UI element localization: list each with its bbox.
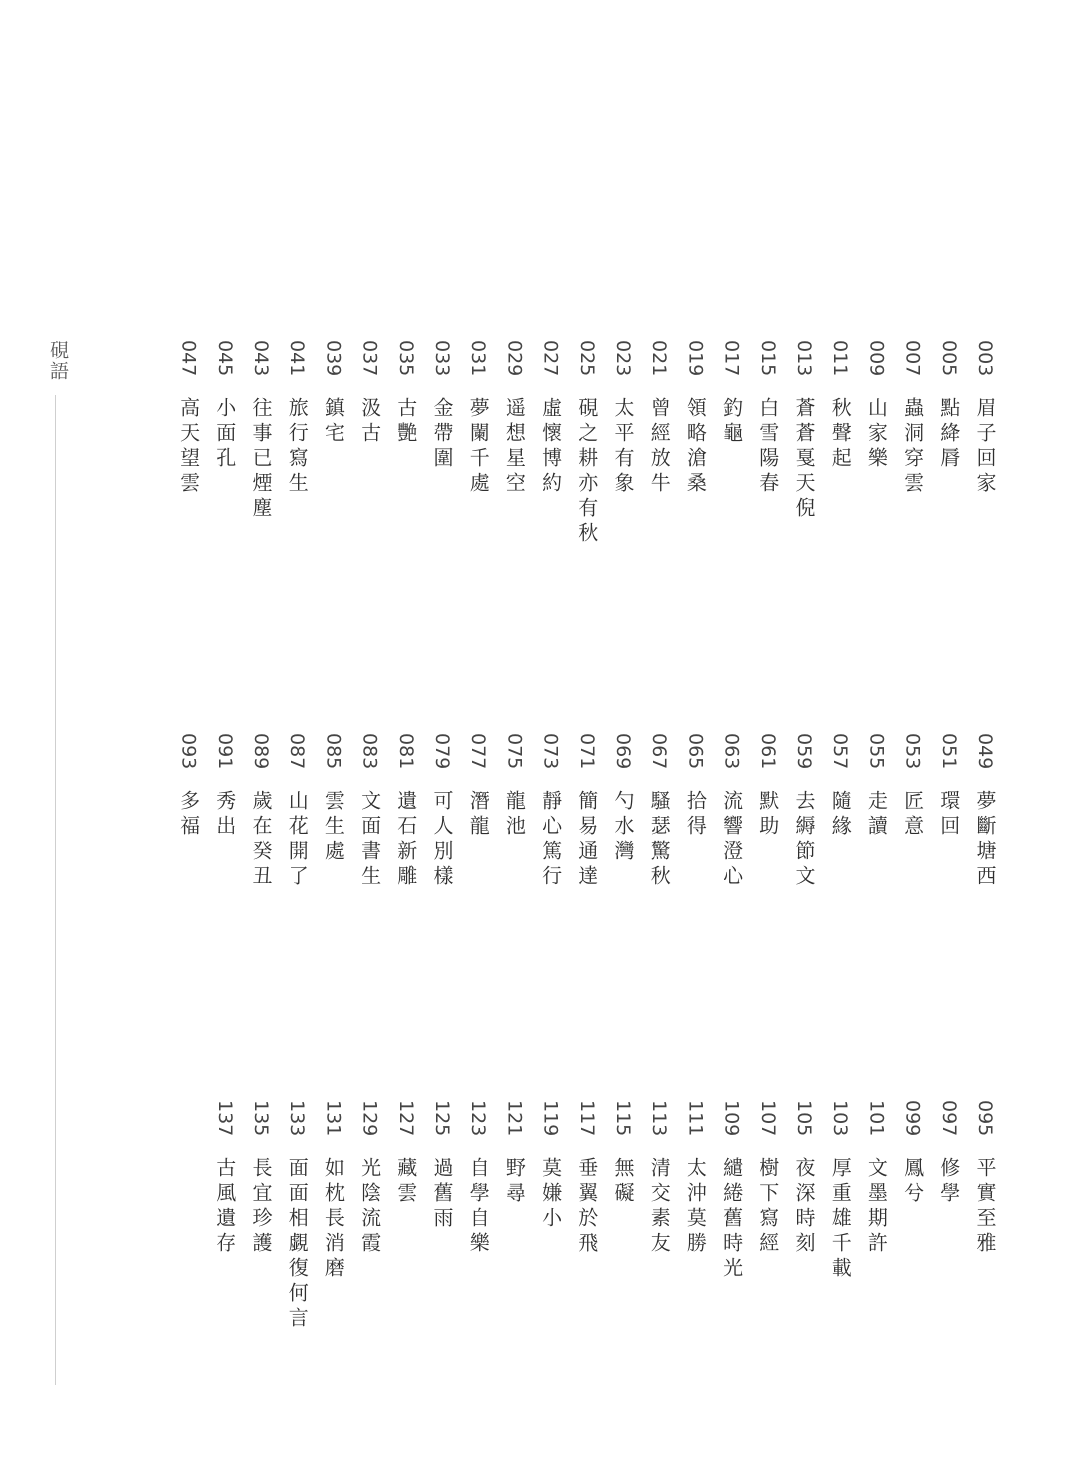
entry-title: 釣龜 [719,397,744,447]
entry-page-number: 051 [937,733,960,770]
toc-entry [495,733,531,1063]
entry-title: 山家樂 [864,397,889,472]
entry-title: 垂翼於飛 [574,1157,599,1257]
toc-entry [532,733,568,1063]
entry-page-number: 069 [612,733,634,770]
toc-entry [894,733,930,1063]
toc-entry [242,340,278,670]
page-side-title: 硯語 [47,340,69,382]
entry-page-number: 121 [503,1100,526,1137]
entry-page-number: 093 [177,733,200,770]
toc-entry [170,340,206,670]
entry-title: 藏雲 [393,1157,418,1207]
entry-page-number: 067 [648,733,671,770]
entry-page-number: 033 [431,340,453,377]
entry-page-number: 135 [250,1100,272,1137]
entry-title: 如枕長消磨 [321,1157,346,1282]
entry-title: 勺水灣 [611,790,635,865]
side-vertical-rule [55,395,56,1385]
toc-entry [821,1100,857,1430]
entry-title: 歲在癸丑 [249,790,273,890]
toc-entry [894,340,930,670]
entry-page-number: 133 [286,1100,309,1137]
entry-page-number: 043 [250,340,272,377]
entry-title: 蒼蒼戛天倪 [792,397,816,522]
toc-entry [785,733,821,1063]
toc-entry [713,733,749,1063]
entry-page-number: 021 [648,340,671,377]
entry-page-number: 115 [612,1100,634,1137]
entry-title: 太平有象 [611,397,635,497]
toc-entry [206,733,242,1063]
entry-title: 自學自樂 [466,1157,491,1257]
entry-page-number: 027 [539,340,562,377]
entry-page-number: 061 [756,733,779,770]
toc-entry [242,733,278,1063]
entry-title: 文面書生 [357,790,382,890]
toc-section-1 [174,340,1002,670]
toc-entry [713,340,749,670]
entry-title: 汲古 [357,397,382,447]
entry-title: 太沖莫勝 [683,1157,708,1257]
entry-title: 雲生處 [321,790,346,865]
toc-entry [930,340,966,670]
entry-page-number: 107 [756,1100,779,1137]
toc-entry [966,1100,1002,1430]
entry-page-number: 005 [937,340,960,377]
toc-entry [351,340,387,670]
entry-page-number: 015 [756,340,779,377]
toc-entry [495,1100,531,1430]
entry-page-number: 071 [575,733,598,770]
entry-title: 修學 [936,1157,961,1207]
toc-entry [604,340,640,670]
entry-title: 古風遺存 [212,1157,237,1257]
entry-title: 環回 [936,790,961,840]
entry-page-number: 109 [720,1100,743,1137]
toc-section-3 [174,1100,1002,1430]
entry-page-number: 029 [503,340,526,377]
entry-page-number: 053 [901,733,924,770]
toc-entry [314,1100,350,1430]
entry-title: 拾得 [683,790,708,840]
toc-entry [966,340,1002,670]
toc-entry [351,1100,387,1430]
toc-entry [930,1100,966,1430]
entry-page-number: 035 [394,340,417,377]
entry-page-number: 099 [901,1100,924,1137]
toc-section-2 [174,733,1002,1063]
entry-title: 鳳兮 [900,1157,925,1207]
toc-entry [604,1100,640,1430]
entry-page-number: 037 [358,340,381,377]
entry-title: 領略滄桑 [683,397,708,497]
entry-page-number: 023 [612,340,634,377]
entry-page-number: 013 [793,340,815,377]
toc-entry [857,340,893,670]
entry-page-number: 117 [575,1100,598,1137]
toc-entry [423,733,459,1063]
entry-title: 古艷 [393,397,418,447]
entry-page-number: 011 [829,340,852,377]
entry-title: 光陰流霞 [357,1157,382,1257]
entry-page-number: 105 [793,1100,815,1137]
toc-entry [821,733,857,1063]
toc-entry [206,340,242,670]
toc-entry [785,1100,821,1430]
toc-entry [785,340,821,670]
entry-title: 過舊雨 [430,1157,454,1232]
entry-title: 繾綣舊時光 [719,1157,744,1282]
entry-title: 簡易通達 [574,790,599,890]
toc-entry [278,340,314,670]
toc-entry [568,1100,604,1430]
toc-entry [821,340,857,670]
entry-title: 流響澄心 [719,790,744,890]
toc-entry [206,1100,242,1430]
entry-page-number: 129 [358,1100,381,1137]
toc-entry [604,733,640,1063]
entry-title: 野尋 [502,1157,527,1207]
entry-title: 旅行寫生 [285,397,310,497]
toc-entry [676,733,712,1063]
toc-entry [640,733,676,1063]
entry-page-number: 123 [467,1100,490,1137]
entry-page-number: 085 [322,733,345,770]
entry-page-number: 125 [431,1100,453,1137]
entry-title: 金帶圍 [430,397,454,472]
toc-entry [170,733,206,1063]
toc-entry [640,340,676,670]
toc-entry [278,1100,314,1430]
toc-entry [640,1100,676,1430]
entry-title: 鎮宅 [321,397,346,447]
entry-title: 白雪陽春 [755,397,780,497]
toc-entry [387,1100,423,1430]
entry-page-number: 097 [937,1100,960,1137]
toc-entry [749,1100,785,1430]
toc-entry [749,340,785,670]
entry-page-number: 079 [431,733,453,770]
toc-entry [423,340,459,670]
entry-page-number: 075 [503,733,526,770]
entry-title: 虛懷博約 [538,397,563,497]
entry-page-number: 113 [648,1100,671,1137]
entry-title: 無礙 [611,1157,635,1207]
entry-page-number: 089 [250,733,272,770]
toc-entry [423,1100,459,1430]
toc-entry [278,733,314,1063]
entry-page-number: 009 [865,340,888,377]
toc-entry [532,1100,568,1430]
entry-page-number: 057 [829,733,852,770]
toc-entry [314,340,350,670]
entry-page-number: 111 [684,1100,707,1137]
entry-page-number: 095 [974,1100,996,1137]
entry-title: 點絳脣 [936,397,961,472]
entry-page-number: 103 [829,1100,852,1137]
entry-page-number: 039 [322,340,345,377]
entry-title: 潛龍 [466,790,491,840]
entry-title: 去縟節文 [792,790,816,890]
toc-entry [387,733,423,1063]
toc-entry [242,1100,278,1430]
entry-title: 曾經放牛 [647,397,672,497]
entry-page-number: 007 [901,340,924,377]
entry-title: 長宜珍護 [249,1157,273,1257]
toc-entry [459,1100,495,1430]
entry-title: 往事已煙塵 [249,397,273,522]
entry-page-number: 073 [539,733,562,770]
entry-page-number: 019 [684,340,707,377]
entry-title: 厚重雄千載 [828,1157,853,1282]
entry-page-number: 047 [177,340,200,377]
entry-page-number: 083 [358,733,381,770]
entry-title: 龍池 [502,790,527,840]
entry-page-number: 081 [394,733,417,770]
entry-title: 高天望雲 [176,397,201,497]
entry-page-number: 059 [793,733,815,770]
entry-title: 眉子回家 [973,397,997,497]
entry-title: 多福 [176,790,201,840]
entry-title: 秀出 [212,790,237,840]
entry-page-number: 045 [213,340,236,377]
entry-title: 靜心篤行 [538,790,563,890]
toc-entry [676,340,712,670]
entry-title: 清交素友 [647,1157,672,1257]
entry-title: 默助 [755,790,780,840]
toc-entry [532,340,568,670]
entry-title: 小面孔 [212,397,237,472]
entry-title: 硯之耕亦有秋 [574,397,599,547]
toc-entry [966,733,1002,1063]
entry-page-number: 101 [865,1100,888,1137]
entry-page-number: 137 [213,1100,236,1137]
toc-entry [568,733,604,1063]
toc-entry [857,1100,893,1430]
toc-entry [713,1100,749,1430]
entry-page-number: 041 [286,340,309,377]
entry-page-number: 131 [322,1100,345,1137]
toc-entry [857,733,893,1063]
entry-title: 秋聲起 [828,397,853,472]
entry-title: 匠意 [900,790,925,840]
toc-entry [351,733,387,1063]
entry-title: 隨緣 [828,790,853,840]
entry-page-number: 049 [974,733,996,770]
toc-entry [387,340,423,670]
toc-entry [749,733,785,1063]
toc-entry [459,340,495,670]
toc-entry [676,1100,712,1430]
entry-page-number: 091 [213,733,236,770]
entry-page-number: 087 [286,733,309,770]
entry-title: 夢斷塘西 [973,790,997,890]
toc-entry [568,340,604,670]
entry-title: 遺石新雕 [393,790,418,890]
entry-page-number: 017 [720,340,743,377]
entry-title: 山花開了 [285,790,310,890]
entry-page-number: 055 [865,733,888,770]
entry-page-number: 065 [684,733,707,770]
entry-page-number: 063 [720,733,743,770]
toc-entry [930,733,966,1063]
entry-page-number: 119 [539,1100,562,1137]
entry-page-number: 003 [974,340,996,377]
entry-title: 蟲洞穿雲 [900,397,925,497]
entry-page-number: 127 [394,1100,417,1137]
entry-title: 遥想星空 [502,397,527,497]
toc-entry [894,1100,930,1430]
entry-page-number: 025 [575,340,598,377]
entry-title: 騷瑟驚秋 [647,790,672,890]
toc-entry [459,733,495,1063]
entry-title: 夜深時刻 [792,1157,816,1257]
entry-title: 夢闌千處 [466,397,491,497]
entry-title: 平實至雅 [973,1157,997,1257]
entry-title: 樹下寫經 [755,1157,780,1257]
entry-title: 文墨期許 [864,1157,889,1257]
entry-title: 面面相覷復何言 [285,1157,310,1332]
entry-page-number: 077 [467,733,490,770]
entry-title: 走讀 [864,790,889,840]
toc-entry [495,340,531,670]
entry-title: 可人別樣 [430,790,454,890]
entry-page-number: 031 [467,340,490,377]
toc-entry [314,733,350,1063]
entry-title: 莫嫌小 [538,1157,563,1232]
